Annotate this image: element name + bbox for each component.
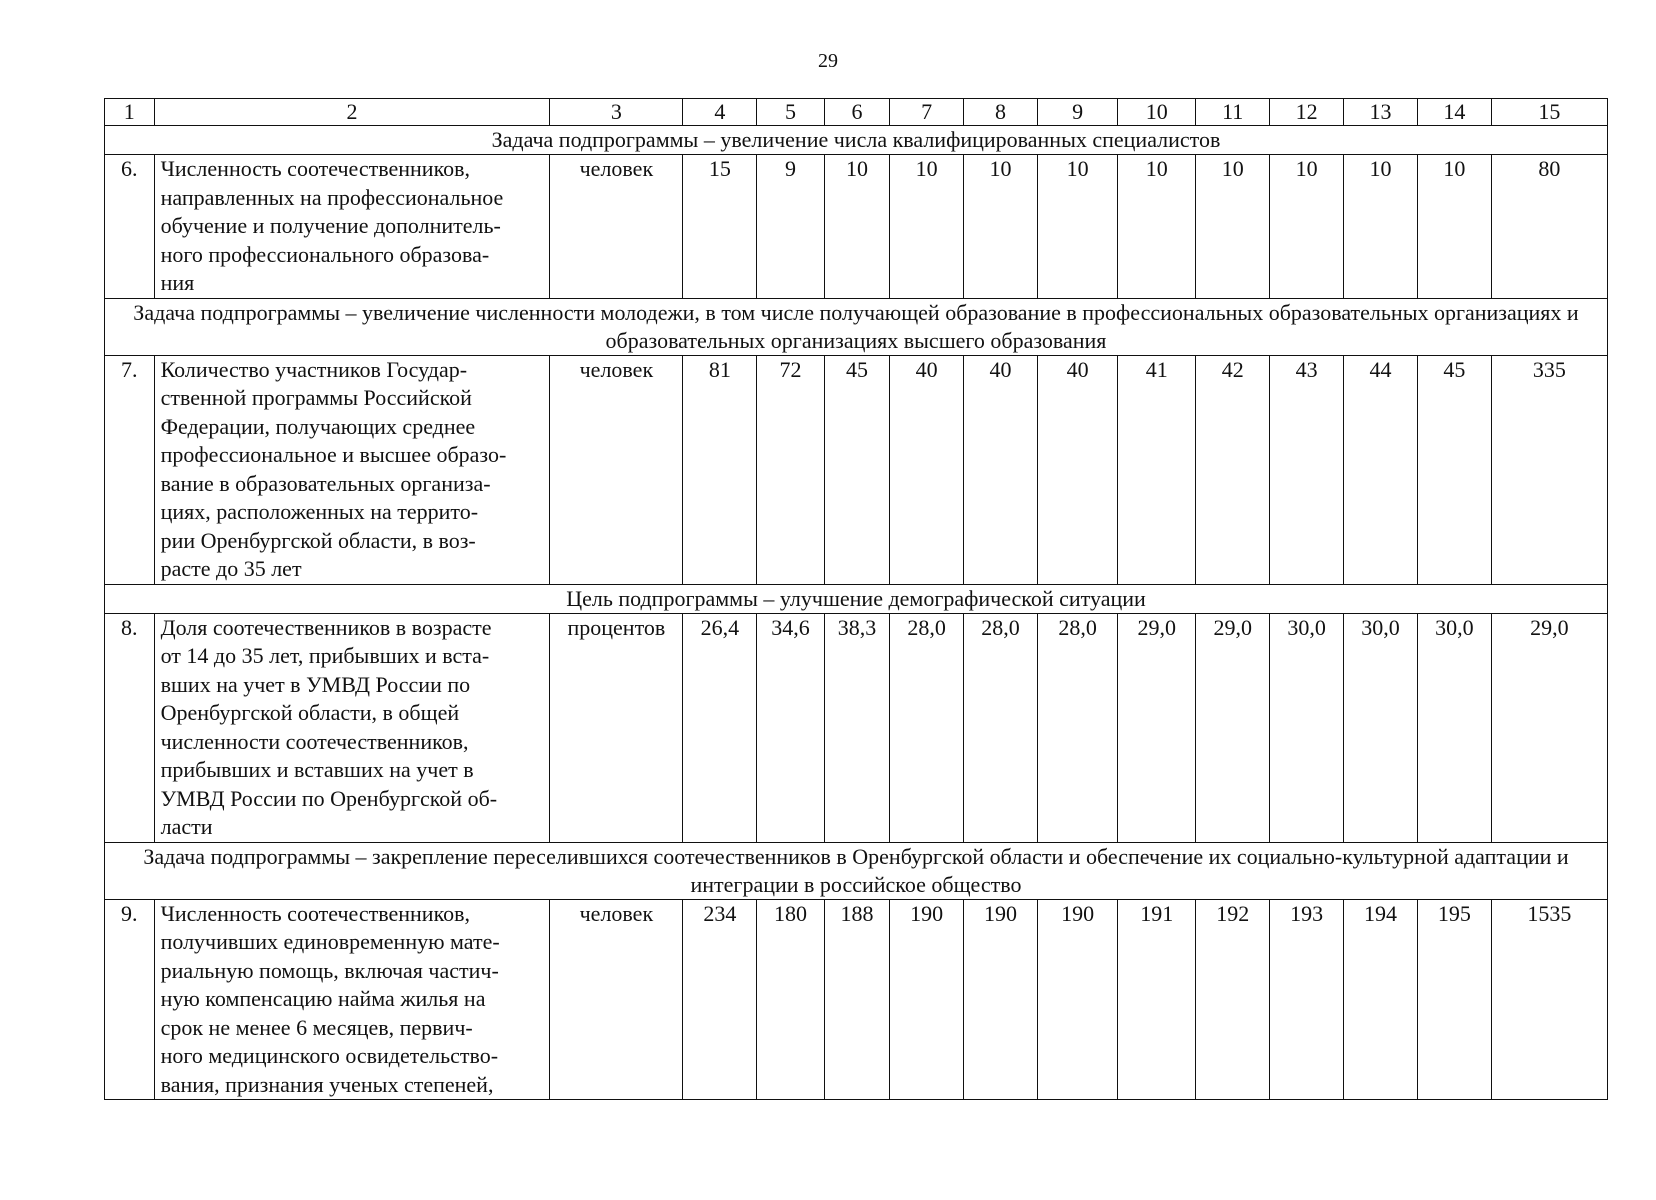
row-number: 6. [105, 155, 155, 299]
value-cell: 40 [890, 355, 964, 584]
indicator-description [154, 355, 550, 584]
table-row [105, 899, 1608, 1100]
section-title: Задача подпрограммы – закрепление переселившихся соотечественников в Оренбургской области и обеспечение их социально-культурной адаптации и интеграции в российское общество [105, 842, 1608, 899]
value-cell: 190 [964, 899, 1038, 1100]
description-line: численности соотечественников, [160, 728, 469, 754]
description-line: ния [160, 270, 195, 295]
column-number-cell: 5 [757, 99, 825, 126]
value-cell: 44 [1344, 355, 1418, 584]
column-number-cell: 6 [824, 99, 889, 126]
value-cell: 234 [683, 899, 757, 1100]
value-cell: 30,0 [1417, 613, 1491, 842]
column-number-cell: 1 [105, 99, 155, 126]
indicators-table [104, 98, 1608, 1100]
description-line: от 14 до 35 лет, прибывших и вста- [160, 643, 490, 668]
value-cell: 38,3 [824, 613, 889, 842]
value-cell: 9 [757, 155, 825, 299]
description-line: вших на учет в УМВД России по [160, 671, 471, 697]
value-cell: 29,0 [1196, 613, 1270, 842]
value-cell: 34,6 [757, 613, 825, 842]
value-cell: 10 [964, 155, 1038, 299]
column-number-cell: 14 [1417, 99, 1491, 126]
description-line: вание в образовательных организа- [160, 470, 491, 496]
section-title: Цель подпрограммы – улучшение демографической ситуации [105, 584, 1608, 613]
description-line: ственной программы Российской [160, 385, 472, 410]
value-cell: 28,0 [890, 613, 964, 842]
section-title: Задача подпрограммы – увеличение численности молодежи, в том числе получающей образование в профессиональных образовательных организациях и образовательных организациях высшего образования [105, 298, 1608, 355]
value-cell: 30,0 [1344, 613, 1418, 842]
column-number-cell: 9 [1037, 99, 1117, 126]
value-cell: 28,0 [1037, 613, 1117, 842]
column-number-cell: 8 [964, 99, 1038, 126]
value-cell: 72 [757, 355, 825, 584]
value-cell: 191 [1118, 899, 1196, 1100]
value-cell: 15 [683, 155, 757, 299]
description-line: ного профессионального образова- [160, 241, 490, 267]
value-cell: 40 [964, 355, 1038, 584]
value-cell: 26,4 [683, 613, 757, 842]
value-cell: 45 [824, 355, 889, 584]
description-line: срок не менее 6 месяцев, первич- [160, 1014, 473, 1040]
table-row [105, 155, 1608, 299]
column-number-cell: 7 [890, 99, 964, 126]
section-row [105, 298, 1608, 355]
description-line: Численность соотечественников, [160, 156, 471, 181]
unit-cell: человек [550, 155, 683, 299]
column-number-cell: 10 [1118, 99, 1196, 126]
description-line: прибывших и вставших на учет в [160, 757, 474, 782]
description-line: профессиональное и высшее образо- [160, 442, 507, 467]
value-cell: 10 [1344, 155, 1418, 299]
row-number: 9. [105, 899, 155, 1100]
indicator-description [154, 899, 550, 1100]
value-cell: 41 [1118, 355, 1196, 584]
column-number-cell: 15 [1491, 99, 1607, 126]
value-cell: 195 [1417, 899, 1491, 1100]
column-number-cell: 2 [154, 99, 550, 126]
value-cell: 192 [1196, 899, 1270, 1100]
row-number: 7. [105, 355, 155, 584]
value-cell: 10 [824, 155, 889, 299]
column-number-cell: 4 [683, 99, 757, 126]
header-row [105, 99, 1608, 126]
description-line: направленных на профессиональное [160, 184, 504, 210]
value-cell: 10 [1270, 155, 1344, 299]
unit-cell: процентов [550, 613, 683, 842]
value-cell: 10 [1196, 155, 1270, 299]
value-cell: 43 [1270, 355, 1344, 584]
value-cell: 194 [1344, 899, 1418, 1100]
value-cell: 10 [1417, 155, 1491, 299]
section-row [105, 126, 1608, 155]
section-row [105, 584, 1608, 613]
description-line: Количество участников Государ- [160, 356, 468, 382]
table-row [105, 613, 1608, 842]
description-line: Численность соотечественников, [160, 900, 471, 926]
description-line: расте до 35 лет [160, 556, 302, 581]
value-cell: 40 [1037, 355, 1117, 584]
value-cell: 80 [1491, 155, 1607, 299]
table-row [105, 355, 1608, 584]
description-line: УМВД России по Оренбургской об- [160, 785, 498, 811]
description-line: вания, признания ученых степеней, [160, 1071, 494, 1097]
value-cell: 1535 [1491, 899, 1607, 1100]
description-line: риальную помощь, включая частич- [160, 957, 499, 983]
description-line: Доля соотечественников в возрасте [160, 614, 492, 640]
value-cell: 188 [824, 899, 889, 1100]
description-line: Оренбургской области, в общей [160, 700, 460, 725]
page-number: 29 [818, 50, 838, 72]
value-cell: 10 [1118, 155, 1196, 299]
indicator-description [154, 613, 550, 842]
section-row [105, 842, 1608, 899]
description-line: обучение и получение дополнитель- [160, 213, 501, 238]
unit-cell: человек [550, 355, 683, 584]
value-cell: 29,0 [1118, 613, 1196, 842]
column-number-cell: 13 [1344, 99, 1418, 126]
value-cell: 30,0 [1270, 613, 1344, 842]
column-number-cell: 12 [1270, 99, 1344, 126]
value-cell: 10 [890, 155, 964, 299]
value-cell: 28,0 [964, 613, 1038, 842]
value-cell: 81 [683, 355, 757, 584]
value-cell: 190 [890, 899, 964, 1100]
value-cell: 10 [1037, 155, 1117, 299]
value-cell: 42 [1196, 355, 1270, 584]
value-cell: 29,0 [1491, 613, 1607, 842]
column-number-cell: 3 [550, 99, 683, 126]
description-line: Федерации, получающих среднее [160, 413, 476, 439]
unit-cell: человек [550, 899, 683, 1100]
description-line: ного медицинского освидетельство- [160, 1043, 499, 1068]
description-line: рии Оренбургской области, в воз- [160, 527, 476, 553]
description-line: получивших единовременную мате- [160, 929, 500, 954]
value-cell: 335 [1491, 355, 1607, 584]
section-title: Задача подпрограммы – увеличение числа квалифицированных специалистов [105, 126, 1608, 155]
column-number-cell: 11 [1196, 99, 1270, 126]
value-cell: 190 [1037, 899, 1117, 1100]
indicator-description [154, 155, 550, 299]
description-line: ласти [160, 814, 213, 839]
value-cell: 193 [1270, 899, 1344, 1100]
value-cell: 45 [1417, 355, 1491, 584]
description-line: циях, расположенных на террито- [160, 499, 479, 524]
row-number: 8. [105, 613, 155, 842]
value-cell: 180 [757, 899, 825, 1100]
description-line: ную компенсацию найма жилья на [160, 986, 486, 1011]
